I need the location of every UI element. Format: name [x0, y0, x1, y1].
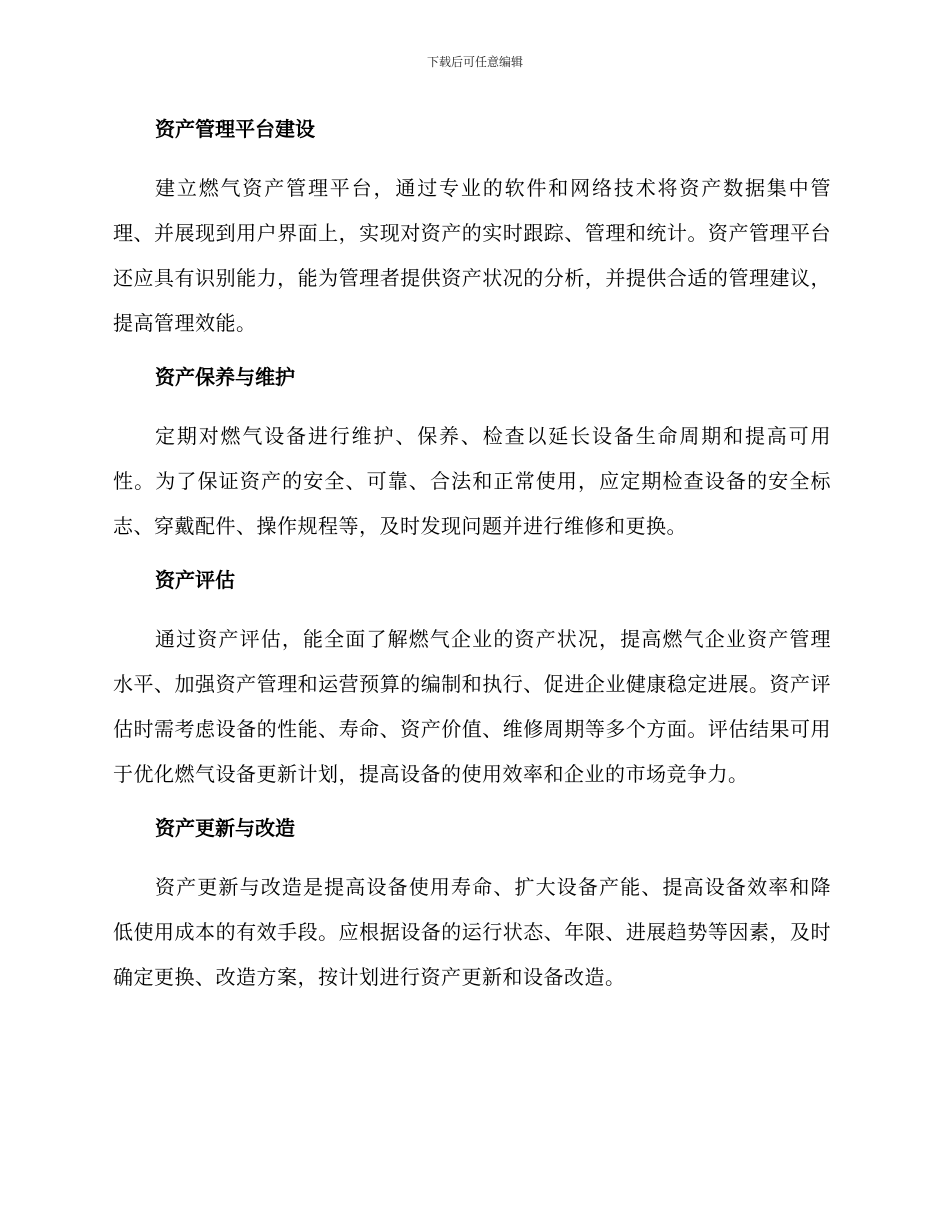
section-paragraph: 资产更新与改造是提高设备使用寿命、扩大设备产能、提高设备效率和降低使用成本的有效手段。应根据设备的运行状态、年限、进展趋势等因素，及时确定更换、改造方案，按计划进行资产更新和设备改造。: [113, 875, 831, 989]
document-body: [113, 112, 831, 1000]
section-heading: 资产更新与改造: [155, 816, 295, 840]
section-paragraph: 通过资产评估，能全面了解燃气企业的资产状况，提高燃气企业资产管理水平、加强资产管理和运营预算的编制和执行、促进企业健康稳定进展。资产评估时需考虑设备的性能、寿命、资产价值、维修周期等多个方面。评估结果可用于优化燃气设备更新计划，提高设备的使用效率和企业的市场竞争力。: [113, 627, 831, 786]
section-heading: 资产评估: [155, 568, 235, 592]
section-evaluation: [113, 563, 831, 797]
section-renewal: [113, 811, 831, 1000]
section-paragraph: 定期对燃气设备进行维护、保养、检查以延长设备生命周期和提高可用性。为了保证资产的安全、可靠、合法和正常使用，应定期检查设备的安全标志、穿戴配件、操作规程等，及时发现问题并进行维修和更换。: [113, 424, 831, 538]
section-heading: 资产管理平台建设: [155, 117, 315, 141]
section-maintenance: [113, 360, 831, 549]
page-header: 下载后可任意编辑: [426, 55, 523, 69]
section-platform: [113, 112, 831, 346]
section-paragraph: 建立燃气资产管理平台，通过专业的软件和网络技术将资产数据集中管理、并展现到用户界面上，实现对资产的实时跟踪、管理和统计。资产管理平台还应具有识别能力，能为管理者提供资产状况的分析，并提供合适的管理建议，提高管理效能。: [113, 176, 831, 335]
section-heading: 资产保养与维护: [155, 365, 295, 389]
